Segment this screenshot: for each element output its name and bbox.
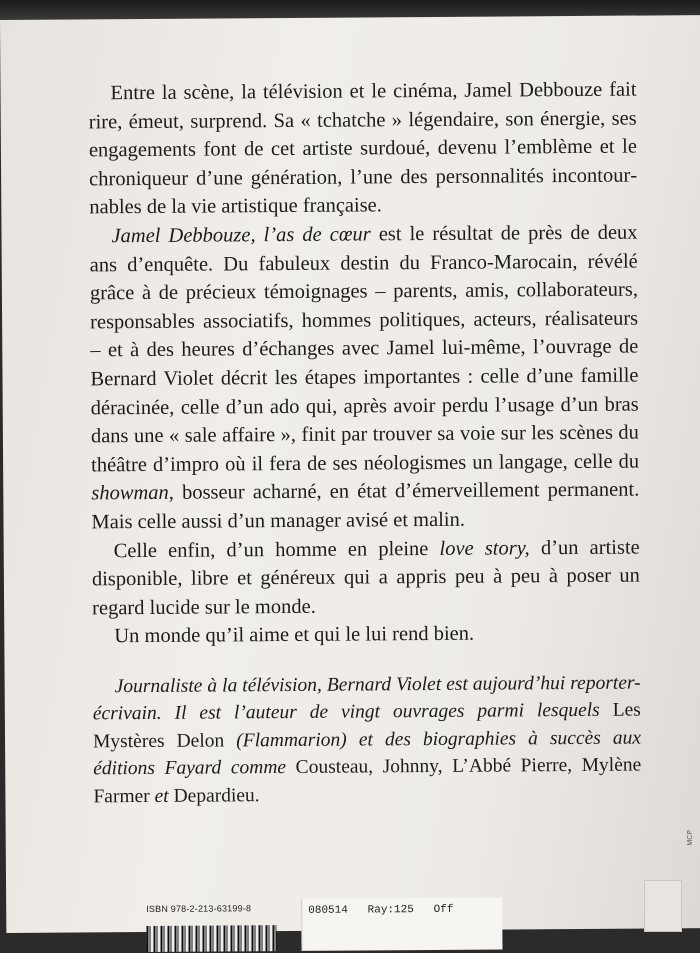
side-mark: MCP: [687, 830, 694, 846]
price-sticker: [301, 898, 502, 951]
paragraph-summary: [89, 219, 639, 537]
love-text-a: Celle enfin, d’un homme en pleine: [113, 537, 440, 562]
paragraph-love-story: [92, 533, 641, 623]
summary-text-b: bosseur acharné, en état d’émerveillement permanent. Mais celle aussi d’un manager avisé et malin.: [91, 478, 640, 534]
paragraph-closing: Un monde qu’il aime et qui le lui rend bien.: [114, 622, 475, 648]
love-text-b: d’un artiste disponible, libre et généreux qui a appris peu à peu à poser un regard lucide sur le monde.: [91, 536, 640, 620]
bio-part-1: Journaliste à la télévision, Bernard Violet est aujourd’hui reporter-écrivain. Il est l’auteur de vingt ouvrages parmi lesquels: [92, 672, 641, 725]
bio-part-2: (Flammarion) et des biographies à succès aux éditions Fayard comme: [93, 727, 642, 780]
book-back-cover: [0, 15, 700, 933]
bio-part-3: et: [149, 785, 174, 807]
love-story-word: love story,: [439, 536, 530, 560]
showman-word: showman,: [91, 482, 174, 505]
bio-book-1: Les Mystères Delon: [92, 699, 641, 753]
back-cover-text: [88, 76, 641, 811]
sticker-text: 080514 Ray:125 Off: [308, 903, 454, 917]
summary-text-a: est le résultat de près de deux ans d’enquête. Du fabuleux destin du Franco-Marocain, révélé grâce à de précieux témoignages – parents, amis, collaborateurs, responsables associatifs, hommes politiques, acteurs, réalisateurs – et à des heures d’échanges avec Jamel lui-même, l’ouvrage de Bernard Violet décrit les étapes importantes : celle d’une famille déracinée, celle d’un ado qui, après avoir perdu l’usage d’un bras dans une « sale affaire », finit par trouver sa voie sur les scènes du théâtre d’impro où il fera de ses néologismes un langage, celle du: [89, 221, 640, 477]
author-bio: [93, 669, 642, 810]
bio-book-3: Depardieu.: [173, 785, 260, 807]
isbn-label: ISBN 978-2-213-63199-8: [146, 903, 252, 915]
paragraph-intro: Entre la scène, la télévision et le cinéma, Jamel Debbouze fait rire, émeut, surprend. Sa « tchatche » légendaire, son énergie, ses engagements font de cet artiste surdoué, devenu l’emblème et le chroniqueur d’une génération, l’une des personnalités incontournables de la vie artistique française.: [88, 78, 638, 219]
corner-sticker: [644, 880, 682, 932]
bio-book-2: Cousteau, Johnny, L’Abbé Pierre, Mylène Farmer: [93, 754, 642, 808]
barcode-area: [146, 900, 700, 952]
book-title: Jamel Debbouze, l’as de cœur: [111, 223, 371, 248]
barcode-icon: [146, 925, 276, 952]
